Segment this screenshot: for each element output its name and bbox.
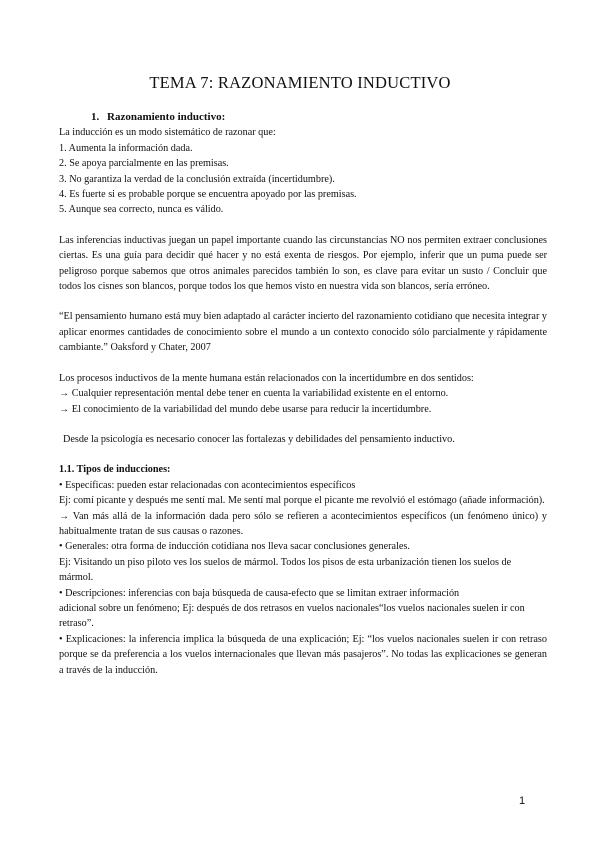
intro-line: La inducción es un modo sistemático de razonar que: [59, 127, 276, 139]
list-item: • Generales: otra forma de inducción cotidiana nos lleva sacar conclusiones generales. [59, 541, 410, 553]
arrow-line: → Cualquier representación mental debe tener en cuenta la variabilidad existente en el entorno. [59, 388, 449, 400]
subsection-heading: 1.1. Tipos de inducciones: [59, 464, 171, 476]
document-body [59, 110, 547, 678]
example-line: Ej: Visitando un piso piloto ves los suelos de mármol. Todos los pisos de esta urbanización tienen los suelos de mármol. [59, 556, 512, 584]
example-line: Ej: comí picante y después me sentí mal. Me sentí mal porque el picante me revolvió el estómago (añade información). [59, 495, 545, 507]
list-item: • Descripciones: inferencias con baja búsqueda de causa-efecto que se limitan extraer información [59, 587, 460, 599]
paragraph: Las inferencias inductivas juegan un papel importante cuando las circunstancias NO nos permiten extraer conclusiones ciertas. Es una guía para decidir qué hacer y no está exenta de riesgos. Por ejemplo, inferir que un puma puede ser peligroso porque sabemos que otros animales parecidos también lo son, es clave para evitar un susto / Concluir que todos los cisnes son blancos, porque todos los que hemos visto en nuestra vida son blancos, sería erróneo. [59, 234, 547, 293]
page-title: TEMA 7: RAZONAMIENTO INDUCTIVO [149, 73, 451, 92]
list-item: • Específicas: pueden estar relacionadas con acontecimientos específicos [59, 479, 356, 491]
section-heading [91, 110, 547, 125]
example-line: adicional sobre un fenómeno; Ej: después de dos retrasos en vuelos nacionales“los vuelos nacionales suelen ir con retraso”. [59, 602, 525, 630]
list-item: • Explicaciones: la inferencia implica la búsqueda de una explicación; Ej: “los vuelos nacionales suelen ir con retraso porque se da preferencia a los vuelos internacionales que llevan más pasajeros”. No todas las explicaciones se generan a través de la inducción. [59, 633, 547, 676]
section-number: 1. [91, 111, 100, 123]
list-item: 2. Se apoya parcialmente en las premisas. [59, 158, 229, 170]
list-item: 3. No garantiza la verdad de la conclusión extraída (incertidumbre). [59, 173, 335, 185]
arrow-line: → El conocimiento de la variabilidad del mundo debe usarse para reducir la incertidumbre. [59, 403, 432, 415]
list-item: 4. Es fuerte si es probable porque se encuentra apoyado por las premisas. [59, 189, 357, 201]
page-number: 1 [519, 795, 526, 807]
section-heading-text: Razonamiento inductivo: [107, 111, 226, 123]
arrow-line: → Van más allá de la información dada pero sólo se refieren a acontecimientos específicos (un fenómeno único) y habitualmente tratan de sus causas o razones. [59, 510, 547, 537]
paragraph: Desde la psicología es necesario conocer las fortalezas y debilidades del pensamiento inductivo. [63, 433, 455, 445]
paragraph: Los procesos inductivos de la mente humana están relacionados con la incertidumbre en dos sentidos: [59, 372, 474, 384]
list-item: 5. Aunque sea correcto, nunca es válido. [59, 204, 224, 216]
quote-paragraph: “El pensamiento humano está muy bien adaptado al carácter incierto del razonamiento cotidiano que necesita integrar y aplicar enormes cantidades de conocimiento sobre el mundo a un contexto conocido sólo parcialmente y rápidamente cambiante.” Oaksford y Chater, 2007 [59, 311, 547, 354]
list-item: 1. Aumenta la información dada. [59, 142, 193, 154]
